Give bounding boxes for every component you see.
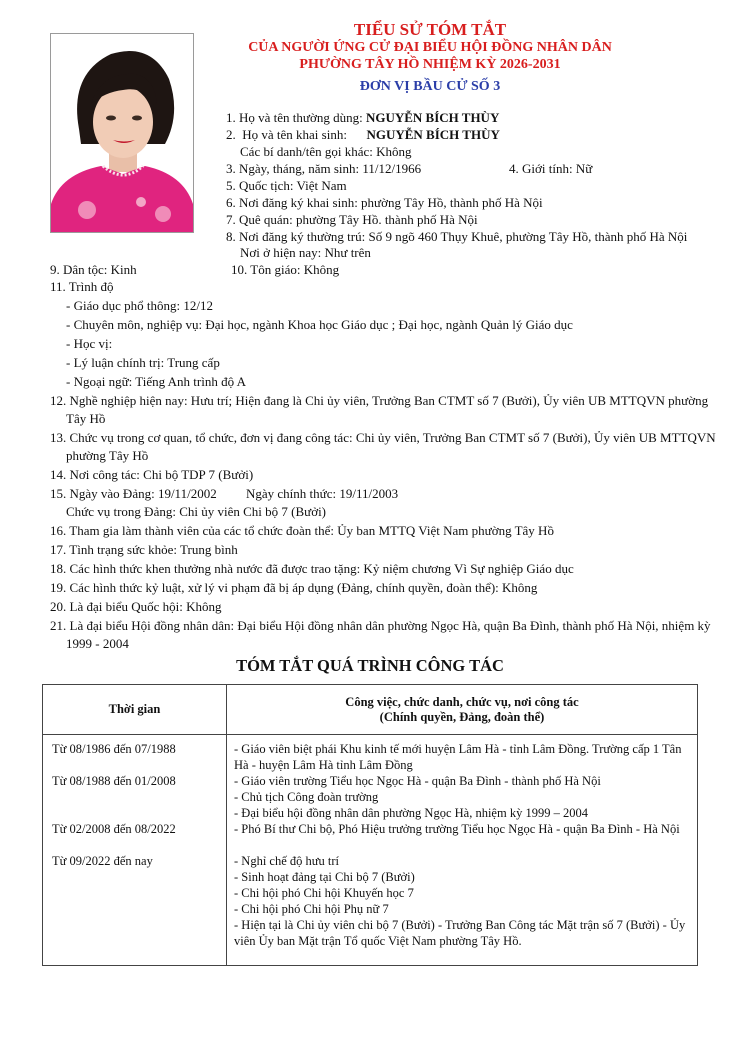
work-column-header bbox=[227, 685, 698, 735]
work-history-table bbox=[42, 684, 698, 966]
list-item: - Giáo viên trường Tiểu học Ngọc Hà - quận Ba Đình - thành phố Hà Nội bbox=[234, 774, 601, 788]
work-history-title: TÓM TẮT QUÁ TRÌNH CÔNG TÁC bbox=[236, 656, 504, 675]
hometown-line: 7. Quê quán: phường Tây Hồ. thành phố Hà Nội bbox=[226, 212, 478, 227]
period-2: Từ 08/1988 đến 01/2008 bbox=[52, 774, 176, 788]
table-row bbox=[43, 735, 698, 966]
education-heading: 11. Trình độ bbox=[50, 279, 114, 294]
residence-line: 8. Nơi đăng ký thường trú: Số 9 ngõ 460 Thụy Khuê, phường Tây Hồ, thành phố Hà Nội bbox=[226, 229, 688, 244]
list-item: - Phó Bí thư Chi bộ, Phó Hiệu trưởng trường Tiểu học Ngọc Hà - quận Ba Đình - Hà Nội bbox=[234, 822, 680, 836]
religion-line: 10. Tôn giáo: Không bbox=[231, 262, 340, 277]
party-position-line: Chức vụ trong Đảng: Chi ủy viên Chi bộ 7 (Bưởi) bbox=[66, 504, 327, 519]
list-item: - Chủ tịch Công đoàn trường bbox=[234, 790, 379, 804]
degree-line: - Học vị: bbox=[66, 336, 113, 351]
occupation-line-cont: Tây Hồ bbox=[66, 411, 106, 426]
list-item: - Đại biểu hội đồng nhân dân phường Ngọc Hà, nhiệm kỳ 1999 – 2004 bbox=[234, 806, 588, 820]
political-theory-line: - Lý luận chính trị: Trung cấp bbox=[66, 355, 220, 370]
portrait-illustration bbox=[51, 34, 193, 232]
discipline-line: 19. Các hình thức kỷ luật, xử lý vi phạm đã bị áp dụng (Đảng, chính quyền, đoàn thể): Không bbox=[50, 580, 538, 595]
council-deputy-line: 21. Là đại biểu Hội đồng nhân dân: Đại biểu Hội đồng nhân dân phường Ngọc Hà, quận Ba Đình, thành phố Hà Nội, nhiệm kỳ bbox=[50, 618, 711, 633]
nationality-line: 5. Quốc tịch: Việt Nam bbox=[226, 178, 347, 193]
general-education-line: - Giáo dục phổ thông: 12/12 bbox=[66, 298, 213, 313]
electoral-unit: ĐƠN VỊ BẦU CỬ SỐ 3 bbox=[359, 79, 501, 94]
list-item: - Giáo viên biệt phái Khu kinh tế mới huyện Lâm Hà - tỉnh Lâm Đồng. Trường cấp 1 Tân bbox=[234, 742, 682, 756]
gender-line: 4. Giới tính: Nữ bbox=[509, 161, 593, 176]
party-join-line: 15. Ngày vào Đảng: 19/11/2002 bbox=[50, 486, 217, 501]
na-deputy-line: 20. Là đại biểu Quốc hội: Không bbox=[50, 599, 222, 614]
work-column-subtitle: (Chính quyền, Đảng, đoàn thể) bbox=[379, 709, 545, 724]
position-line-cont: phường Tây Hồ bbox=[66, 448, 149, 463]
list-item: - Nghỉ chế độ hưu trí bbox=[234, 854, 340, 868]
list-item: - Hiện tại là Chi ủy viên chi bộ 7 (Bưởi) - Trưởng Ban Công tác Mặt trận số 7 (Bưởi) - Ủy bbox=[234, 918, 686, 932]
awards-line: 18. Các hình thức khen thưởng nhà nước đã được trao tặng: Kỷ niệm chương Vì Sự nghiệp Giáo dục bbox=[50, 561, 574, 576]
period-4: Từ 09/2022 đến nay bbox=[52, 854, 153, 868]
list-item: - Chi hội phó Chi hội Phụ nữ 7 bbox=[234, 902, 389, 916]
list-item: - Chi hội phó Chi hội Khuyến học 7 bbox=[234, 886, 414, 900]
health-line: 17. Tình trạng sức khỏe: Trung bình bbox=[50, 542, 238, 557]
period-1: Từ 08/1986 đến 07/1988 bbox=[52, 742, 176, 756]
list-item: Hà - huyện Lâm Hà tỉnh Lâm Đồng bbox=[234, 758, 413, 772]
time-column-header: Thời gian bbox=[43, 685, 227, 735]
candidate-portrait bbox=[50, 33, 194, 233]
profession-line: - Chuyên môn, nghiệp vụ: Đại học, ngành Khoa học Giáo dục ; Đại học, ngành Quản lý Giáo dục bbox=[66, 317, 573, 332]
organizations-line: 16. Tham gia làm thành viên của các tổ chức đoàn thể: Ủy ban MTTQ Việt Nam phường Tây Hồ bbox=[50, 523, 554, 538]
birthdate-line: 3. Ngày, tháng, năm sinh: 11/12/1966 bbox=[226, 161, 422, 176]
language-line: - Ngoại ngữ: Tiếng Anh trình độ A bbox=[66, 374, 247, 389]
full-name-line bbox=[226, 110, 499, 126]
ethnicity-line: 9. Dân tộc: Kinh bbox=[50, 262, 137, 277]
common-name-value: NGUYỄN BÍCH THÙY bbox=[365, 110, 500, 125]
doc-title: TIỂU SỬ TÓM TẮT bbox=[353, 20, 507, 39]
position-line: 13. Chức vụ trong cơ quan, tổ chức, đơn vị đang công tác: Chi ủy viên, Trưởng Ban CTMT số 7 (Bưởi), Ủy viên UB MTTQVN bbox=[50, 430, 716, 445]
birth-name-value: NGUYỄN BÍCH THÙY bbox=[366, 127, 500, 142]
work-column-title: Công việc, chức danh, chức vụ, nơi công tác bbox=[345, 694, 579, 709]
doc-subtitle-1: CỦA NGƯỜI ỨNG CỬ ĐẠI BIỂU HỘI ĐỒNG NHÂN DÂN bbox=[248, 40, 612, 55]
party-official-line: Ngày chính thức: 19/11/2003 bbox=[246, 486, 399, 501]
council-deputy-line-cont: 1999 - 2004 bbox=[66, 636, 129, 651]
current-address-line: Nơi ở hiện nay: Như trên bbox=[240, 245, 371, 260]
label: 2. Họ và tên khai sinh: bbox=[226, 127, 367, 142]
list-item: viên Ủy ban Mặt trận Tổ quốc Việt Nam phường Tây Hồ. bbox=[234, 934, 522, 948]
time-cell bbox=[43, 735, 227, 966]
table-header-row bbox=[43, 685, 698, 735]
description-cell bbox=[227, 735, 698, 966]
workplace-line: 14. Nơi công tác: Chi bộ TDP 7 (Bưởi) bbox=[50, 467, 254, 482]
doc-subtitle-2: PHƯỜNG TÂY HỒ NHIỆM KỲ 2026-2031 bbox=[299, 57, 561, 72]
list-item: - Sinh hoạt đảng tại Chi bộ 7 (Bưởi) bbox=[234, 870, 415, 884]
occupation-line: 12. Nghề nghiệp hiện nay: Hưu trí; Hiện đang là Chi ủy viên, Trưởng Ban CTMT số 7 (Bưởi), Ủy viên UB MTTQVN phường bbox=[50, 393, 709, 408]
period-3: Từ 02/2008 đến 08/2022 bbox=[52, 822, 176, 836]
alias-line: Các bí danh/tên gọi khác: Không bbox=[240, 144, 412, 159]
birthplace-line: 6. Nơi đăng ký khai sinh: phường Tây Hồ, thành phố Hà Nội bbox=[226, 195, 543, 210]
label: 1. Họ và tên thường dùng: bbox=[226, 110, 366, 125]
birth-name-line bbox=[226, 127, 500, 143]
